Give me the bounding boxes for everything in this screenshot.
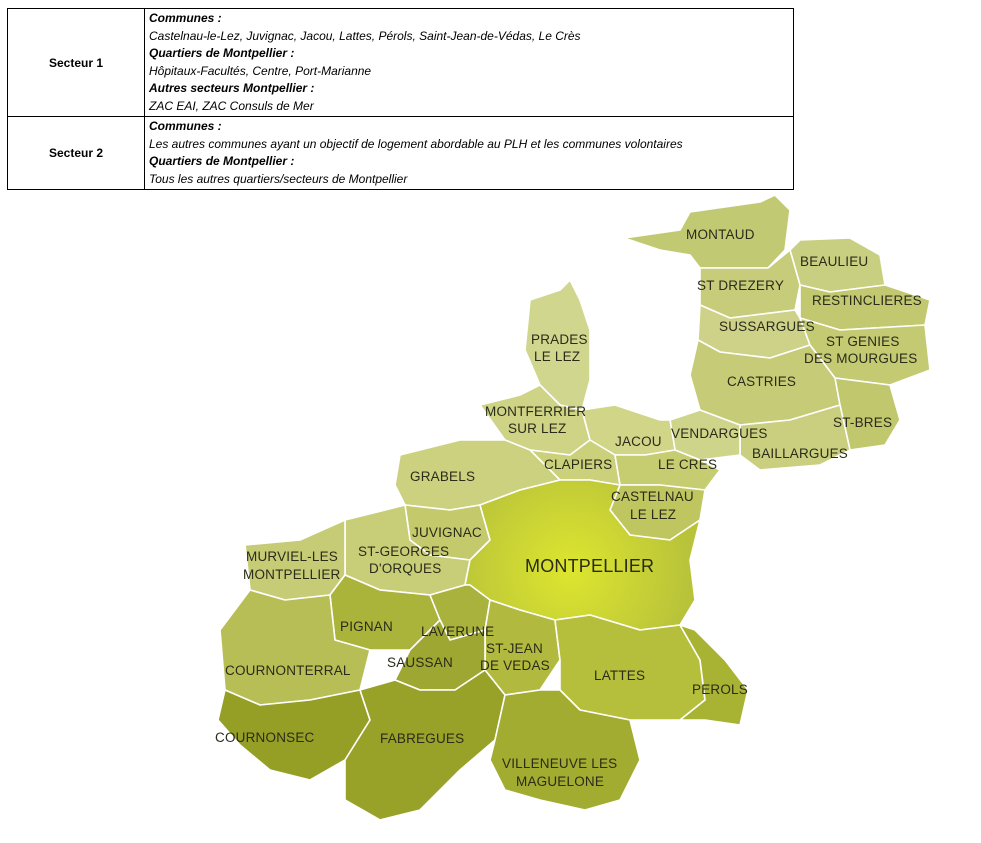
label-villeneuve-2: MAGUELONE [516, 774, 605, 789]
sector-2-communes-list: Les autres communes ayant un objectif de logement abordable au PLH et les communes volontaires [149, 136, 683, 151]
label-jacou: JACOU [615, 434, 662, 449]
label-montaud: MONTAUD [686, 227, 755, 242]
label-cournonsec: COURNONSEC [215, 730, 315, 745]
label-st-bres: ST-BRES [833, 415, 893, 430]
label-beaulieu: BEAULIEU [800, 254, 869, 269]
label-murviel-2: MONTPELLIER [243, 567, 341, 582]
label-murviel-1: MURVIEL-LES [246, 549, 338, 564]
label-pignan: PIGNAN [340, 619, 393, 634]
label-montferrier-2: SUR LEZ [508, 421, 567, 436]
sector-2-quartiers-list: Tous les autres quartiers/secteurs de Montpellier [149, 171, 408, 186]
sector-2-quartiers-heading: Quartiers de Montpellier : [149, 154, 295, 168]
label-st-genies-1: ST GENIES [826, 334, 900, 349]
label-laverune: LAVERUNE [421, 624, 495, 639]
sector-1-communes-heading: Communes : [149, 11, 222, 25]
label-st-genies-2: DES MOURGUES [804, 351, 918, 366]
sector-2-communes-heading: Communes : [149, 119, 222, 133]
label-montferrier-1: MONTFERRIER [485, 404, 587, 419]
label-saussan: SAUSSAN [387, 655, 453, 670]
sector-1-autres-heading: Autres secteurs Montpellier : [149, 81, 315, 95]
sector-1-name: Secteur 1 [8, 9, 145, 117]
sector-1-quartiers-list: Hôpitaux-Facultés, Centre, Port-Marianne [149, 63, 372, 78]
label-grabels: GRABELS [410, 469, 476, 484]
label-st-drezery: ST DREZERY [697, 278, 785, 293]
label-vendargues: VENDARGUES [671, 426, 768, 441]
label-lattes: LATTES [594, 668, 646, 683]
label-fabregues: FABREGUES [380, 731, 465, 746]
label-sussargues: SUSSARGUES [719, 319, 815, 334]
label-montpellier: MONTPELLIER [525, 556, 655, 576]
label-prades-1: PRADES [531, 332, 588, 347]
label-cournonterral: COURNONTERRAL [225, 663, 351, 678]
label-castries: CASTRIES [727, 374, 797, 389]
sector-1-autres-list: ZAC EAI, ZAC Consuls de Mer [149, 98, 314, 113]
label-castelnau-2: LE LEZ [630, 507, 677, 522]
label-prades-2: LE LEZ [534, 349, 581, 364]
sector-1-communes-list: Castelnau-le-Lez, Juvignac, Jacou, Lattes, Pérols, Saint-Jean-de-Védas, Le Crès [149, 28, 581, 43]
sector-2-name: Secteur 2 [8, 117, 145, 190]
label-perols: PEROLS [692, 682, 748, 697]
label-baillargues: BAILLARGUES [752, 446, 848, 461]
label-clapiers: CLAPIERS [544, 457, 613, 472]
label-st-georges-2: D'ORQUES [369, 561, 442, 576]
label-st-jean-2: DE VEDAS [480, 658, 550, 673]
label-castelnau-1: CASTELNAU [611, 489, 694, 504]
label-st-georges-1: ST-GEORGES [358, 544, 450, 559]
label-villeneuve-1: VILLENEUVE LES [502, 756, 618, 771]
label-le-cres: LE CRES [658, 457, 718, 472]
label-st-jean-1: ST-JEAN [486, 641, 543, 656]
sector-1-quartiers-heading: Quartiers de Montpellier : [149, 46, 295, 60]
label-restinclieres: RESTINCLIERES [812, 293, 922, 308]
label-juvignac: JUVIGNAC [412, 525, 482, 540]
